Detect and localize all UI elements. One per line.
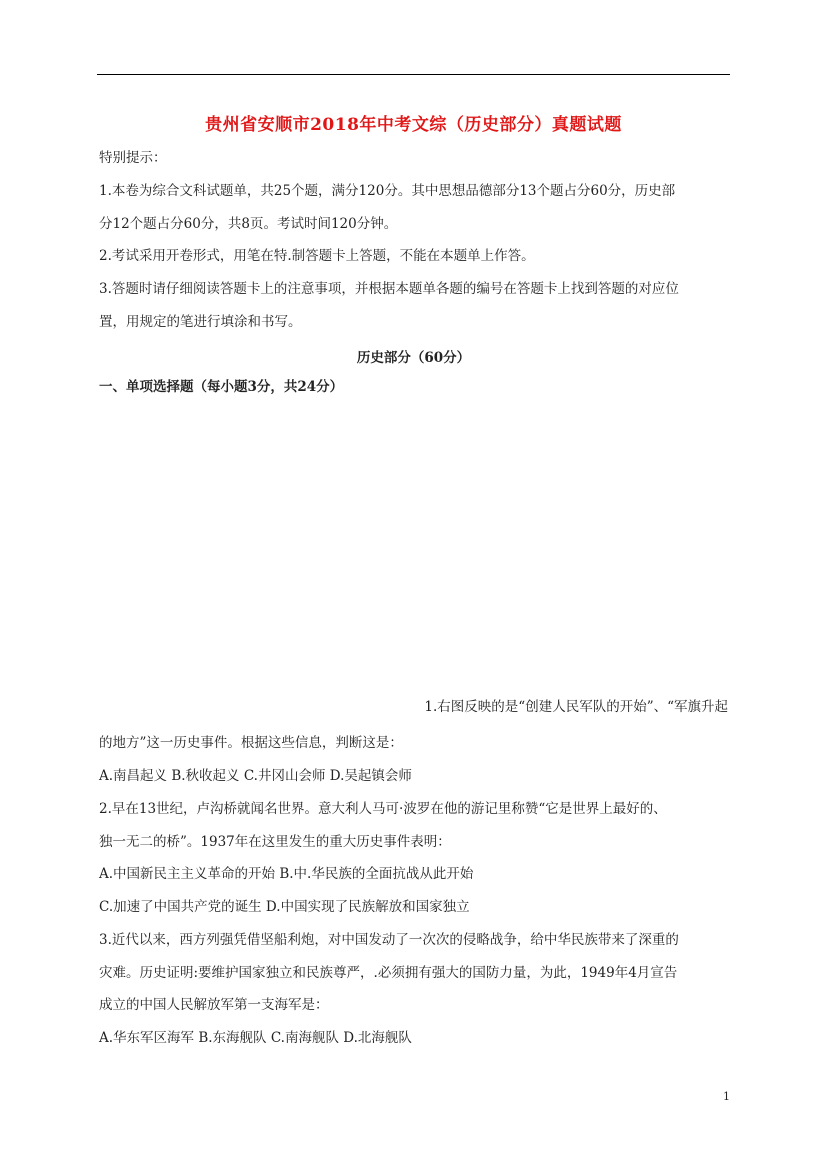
question-stem: 灾难。历史证明:要维护国家独立和民族尊严，.必须拥有强大的国防力量，为此，1949年4月宣告 [99,965,678,981]
notice-line: 置，用规定的笔进行填涂和书写。 [99,314,302,330]
notice-line: 2.考试采用开卷形式，用笔在特.制答题卡上答题，不能在本题单上作答。 [99,248,535,264]
document-title: 贵州省安顺市2018年中考文综（历史部分）真题试题 [205,115,622,135]
question-stem: 1.右图反映的是“创建人民军队的开始”、“军旗升起 [424,699,728,715]
notice-line: 3.答题时请仔细阅读答题卡上的注意事项，并根据本题单各题的编号在答题卡上找到答题的对应位 [99,281,679,297]
question-stem: 独一无二的桥”。1937年在这里发生的重大历史事件表明： [99,834,451,850]
question-options: A.中国新民主主义革命的开始 B.中.华民族的全面抗战从此开始 [99,866,474,882]
question-options: C.加速了中国共产党的诞生 D.中国实现了民族解放和国家独立 [99,899,470,915]
question-stem: 的地方”这一历史事件。根据这些信息，判断这是： [99,735,403,751]
section-title: 历史部分（60分） [356,350,471,366]
question-stem: 3.近代以来，西方列强凭借坚船利炮，对中国发动了一次次的侵略战争，给中华民族带来了深重的 [99,932,679,948]
question-options: A.南昌起义 B.秋收起义 C.井冈山会师 D.吴起镇会师 [99,768,412,784]
header-rule [97,74,730,75]
question-image [99,400,429,660]
part-heading: 一、单项选择题（每小题3分，共24分） [99,379,344,395]
question-options: A.华东军区海军 B.东海舰队 C.南海舰队 D.北海舰队 [99,1030,412,1046]
question-stem: 成立的中国人民解放军第一支海军是： [99,997,329,1013]
notice-line: 1.本卷为综合文科试题单，共25个题，满分120分。其中思想品德部分13个题占分60分，历史部 [99,183,676,199]
question-stem: 2.早在13世纪，卢沟桥就闻名世界。意大利人马可·波罗在他的游记里称赞“它是世界上最好的、 [99,801,667,817]
notice-heading: 特别提示： [99,150,167,166]
page-number: 1 [723,1090,730,1103]
notice-line: 分12个题占分60分，共8页。考试时间120分钟。 [99,216,398,232]
